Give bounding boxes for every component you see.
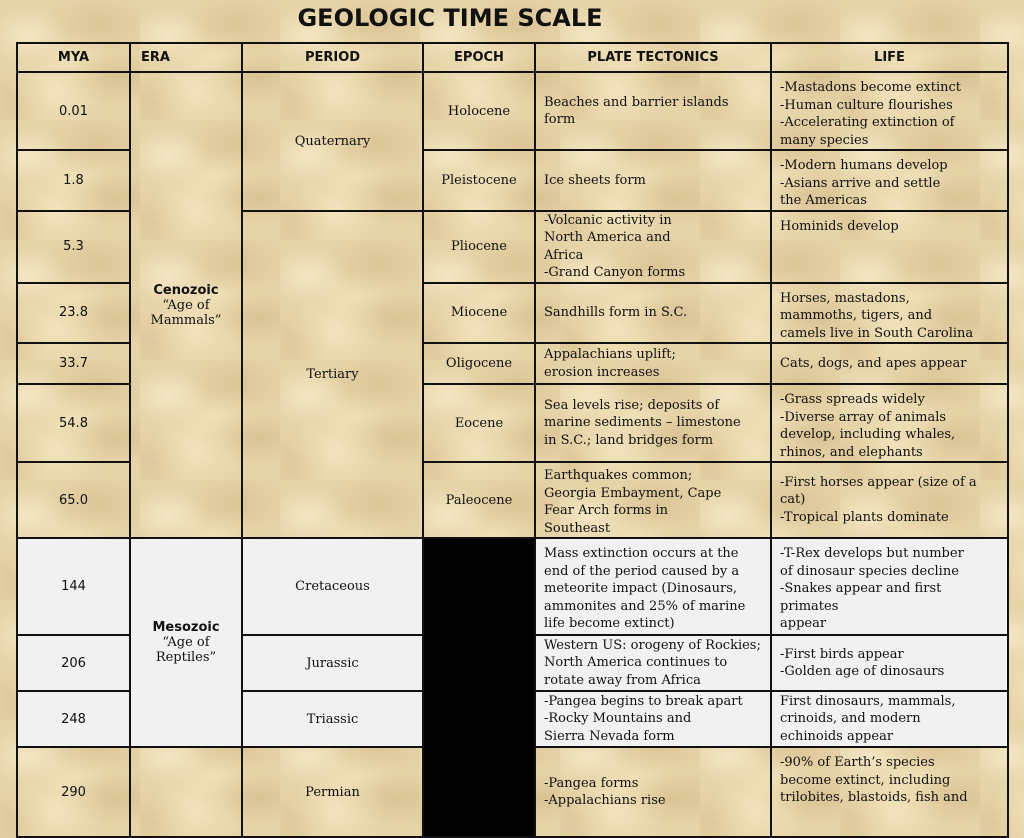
plate-tectonics-cell xyxy=(535,538,771,635)
text-line: -Appalachians rise xyxy=(544,793,666,808)
text-line: -Golden age of dinosaurs xyxy=(780,664,945,679)
text-line: develop, including whales, xyxy=(780,427,956,442)
text-line: echinoids appear xyxy=(780,728,894,744)
plate-tectonics-cell xyxy=(535,72,771,150)
text-line: Sea levels rise; deposits of xyxy=(544,397,720,413)
life-cell xyxy=(771,343,1008,384)
era-cell-mesozoic xyxy=(130,538,242,747)
text-line: Hominids develop xyxy=(780,218,899,234)
text-line: Cats, dogs, and apes appear xyxy=(780,355,967,371)
epoch-cell: Miocene xyxy=(423,283,535,344)
epoch-cell: Pleistocene xyxy=(423,150,535,211)
text-line: Africa xyxy=(544,247,584,263)
life-cell xyxy=(771,635,1008,691)
mya-cell: 248 xyxy=(17,691,130,747)
text-line: North America continues to xyxy=(544,655,728,671)
text-line: rhinos, and elephants xyxy=(780,444,923,460)
plate-tectonics-cell xyxy=(535,462,771,538)
life-cell xyxy=(771,747,1008,837)
life-cell xyxy=(771,283,1008,344)
text-line: -Grass spreads widely xyxy=(780,392,925,407)
table-row xyxy=(17,538,1008,635)
plate-tectonics-cell xyxy=(535,283,771,344)
text-line: crinoids, and modern xyxy=(780,711,921,727)
epoch-cell: Oligocene xyxy=(423,343,535,384)
period-cell: Jurassic xyxy=(242,635,423,691)
text-line: -First horses appear (size of a cat) xyxy=(780,474,977,508)
header-epoch: EPOCH xyxy=(423,43,535,72)
era-subtitle: “Age of xyxy=(162,635,210,650)
text-line: the Americas xyxy=(780,193,867,208)
mya-cell: 5.3 xyxy=(17,211,130,283)
text-line: camels live in South Carolina xyxy=(780,325,974,341)
text-line: Sandhills form in S.C. xyxy=(544,305,688,320)
text-line: Mass extinction occurs at the xyxy=(544,546,739,561)
mya-cell: 54.8 xyxy=(17,384,130,462)
header-era: ERA xyxy=(130,43,242,72)
text-line: erosion increases xyxy=(544,364,660,380)
table-row xyxy=(17,72,1008,150)
text-line: Beaches and barrier islands form xyxy=(544,94,729,127)
header-life: LIFE xyxy=(771,43,1008,72)
period-cell: Triassic xyxy=(242,691,423,747)
life-cell xyxy=(771,538,1008,635)
page-title: GEOLOGIC TIME SCALE xyxy=(297,4,603,32)
life-cell xyxy=(771,462,1008,538)
text-line: First dinosaurs, mammals, xyxy=(780,693,956,709)
text-line: end of the period caused by a xyxy=(544,563,740,579)
plate-tectonics-cell xyxy=(535,384,771,462)
life-cell xyxy=(771,211,1008,283)
era-name: Mesozoic xyxy=(152,620,220,635)
mya-cell: 206 xyxy=(17,635,130,691)
text-line: -Grand Canyon forms xyxy=(544,265,686,280)
mya-cell: 65.0 xyxy=(17,462,130,538)
text-line: -Rocky Mountains and xyxy=(544,711,692,727)
text-line: -Mastadons become extinct xyxy=(780,80,961,95)
period-cell: Quaternary xyxy=(242,72,423,211)
header-period: PERIOD xyxy=(242,43,423,72)
period-cell: Permian xyxy=(242,747,423,837)
mya-cell: 23.8 xyxy=(17,283,130,344)
plate-tectonics-cell xyxy=(535,343,771,384)
period-cell: Cretaceous xyxy=(242,538,423,635)
text-line: -Modern humans develop xyxy=(780,158,948,173)
geologic-time-table xyxy=(16,42,1009,838)
text-line: Horses, mastadons, xyxy=(780,290,910,306)
plate-tectonics-cell xyxy=(535,691,771,747)
life-cell xyxy=(771,691,1008,747)
period-cell: Tertiary xyxy=(242,211,423,539)
era-subtitle: Mammals” xyxy=(150,312,222,328)
mya-cell: 144 xyxy=(17,538,130,635)
text-line: -Diverse array of animals xyxy=(780,409,947,425)
text-line: ammonites and 25% of marine xyxy=(544,598,746,614)
header-plate-tectonics: PLATE TECTONICS xyxy=(535,43,771,72)
mya-cell: 33.7 xyxy=(17,343,130,384)
text-line: Sierra Nevada form xyxy=(544,728,675,744)
header-row xyxy=(17,43,1008,72)
text-line: Ice sheets form xyxy=(544,172,646,188)
era-subtitle: Reptiles” xyxy=(155,650,217,665)
text-line: life become extinct) xyxy=(544,616,675,631)
epoch-cell: Paleocene xyxy=(423,462,535,538)
era-name: Cenozoic xyxy=(153,282,219,298)
text-line: many species xyxy=(780,132,869,148)
era-cell-cenozoic xyxy=(130,72,242,538)
text-line: Georgia Embayment, Cape xyxy=(544,485,722,501)
text-line: Earthquakes common; xyxy=(544,468,693,483)
header-mya: MYA xyxy=(17,43,130,72)
text-line: mammoths, tigers, and xyxy=(780,308,933,323)
text-line: rotate away from Africa xyxy=(544,672,701,688)
epoch-cell: Pliocene xyxy=(423,211,535,283)
era-cell-blank xyxy=(130,747,242,837)
text-line: -Pangea forms xyxy=(544,775,639,791)
text-line: become extinct, including xyxy=(780,772,951,788)
text-line: -Volcanic activity in xyxy=(544,212,672,228)
mya-cell: 0.01 xyxy=(17,72,130,150)
life-cell xyxy=(771,384,1008,462)
text-line: -First birds appear xyxy=(780,646,904,662)
plate-tectonics-cell xyxy=(535,747,771,837)
life-cell xyxy=(771,150,1008,211)
mya-cell: 290 xyxy=(17,747,130,837)
text-line: Southeast xyxy=(544,520,611,536)
text-line: -Accelerating extinction of xyxy=(780,115,955,130)
text-line: -Tropical plants dominate xyxy=(780,509,949,525)
text-line: appear xyxy=(780,616,827,631)
plate-tectonics-cell xyxy=(535,211,771,283)
epoch-cell-blank xyxy=(423,538,535,837)
life-cell xyxy=(771,72,1008,150)
text-line: trilobites, blastoids, fish and xyxy=(780,790,968,805)
epoch-cell: Eocene xyxy=(423,384,535,462)
text-line: marine sediments – limestone xyxy=(544,415,741,431)
text-line: in S.C.; land bridges form xyxy=(544,432,714,448)
mya-cell: 1.8 xyxy=(17,150,130,211)
text-line: North America and xyxy=(544,230,671,245)
text-line: of dinosaur species decline xyxy=(780,563,959,579)
text-line: -Pangea begins to break apart xyxy=(544,693,743,709)
text-line: -Asians arrive and settle xyxy=(780,175,941,191)
text-line: Appalachians uplift; xyxy=(544,347,676,362)
text-line: -90% of Earth’s species xyxy=(780,755,935,770)
text-line: primates xyxy=(780,598,839,614)
text-line: Fear Arch forms in xyxy=(544,503,669,518)
text-line: Western US: orogeny of Rockies; xyxy=(544,637,761,653)
era-subtitle: “Age of xyxy=(162,297,210,313)
text-line: -Human culture flourishes xyxy=(780,97,953,113)
plate-tectonics-cell xyxy=(535,635,771,691)
text-line: -T-Rex develops but number xyxy=(780,546,964,561)
text-line: meteorite impact (Dinosaurs, xyxy=(544,581,738,596)
text-line: -Snakes appear and first xyxy=(780,581,942,596)
epoch-cell: Holocene xyxy=(423,72,535,150)
plate-tectonics-cell xyxy=(535,150,771,211)
